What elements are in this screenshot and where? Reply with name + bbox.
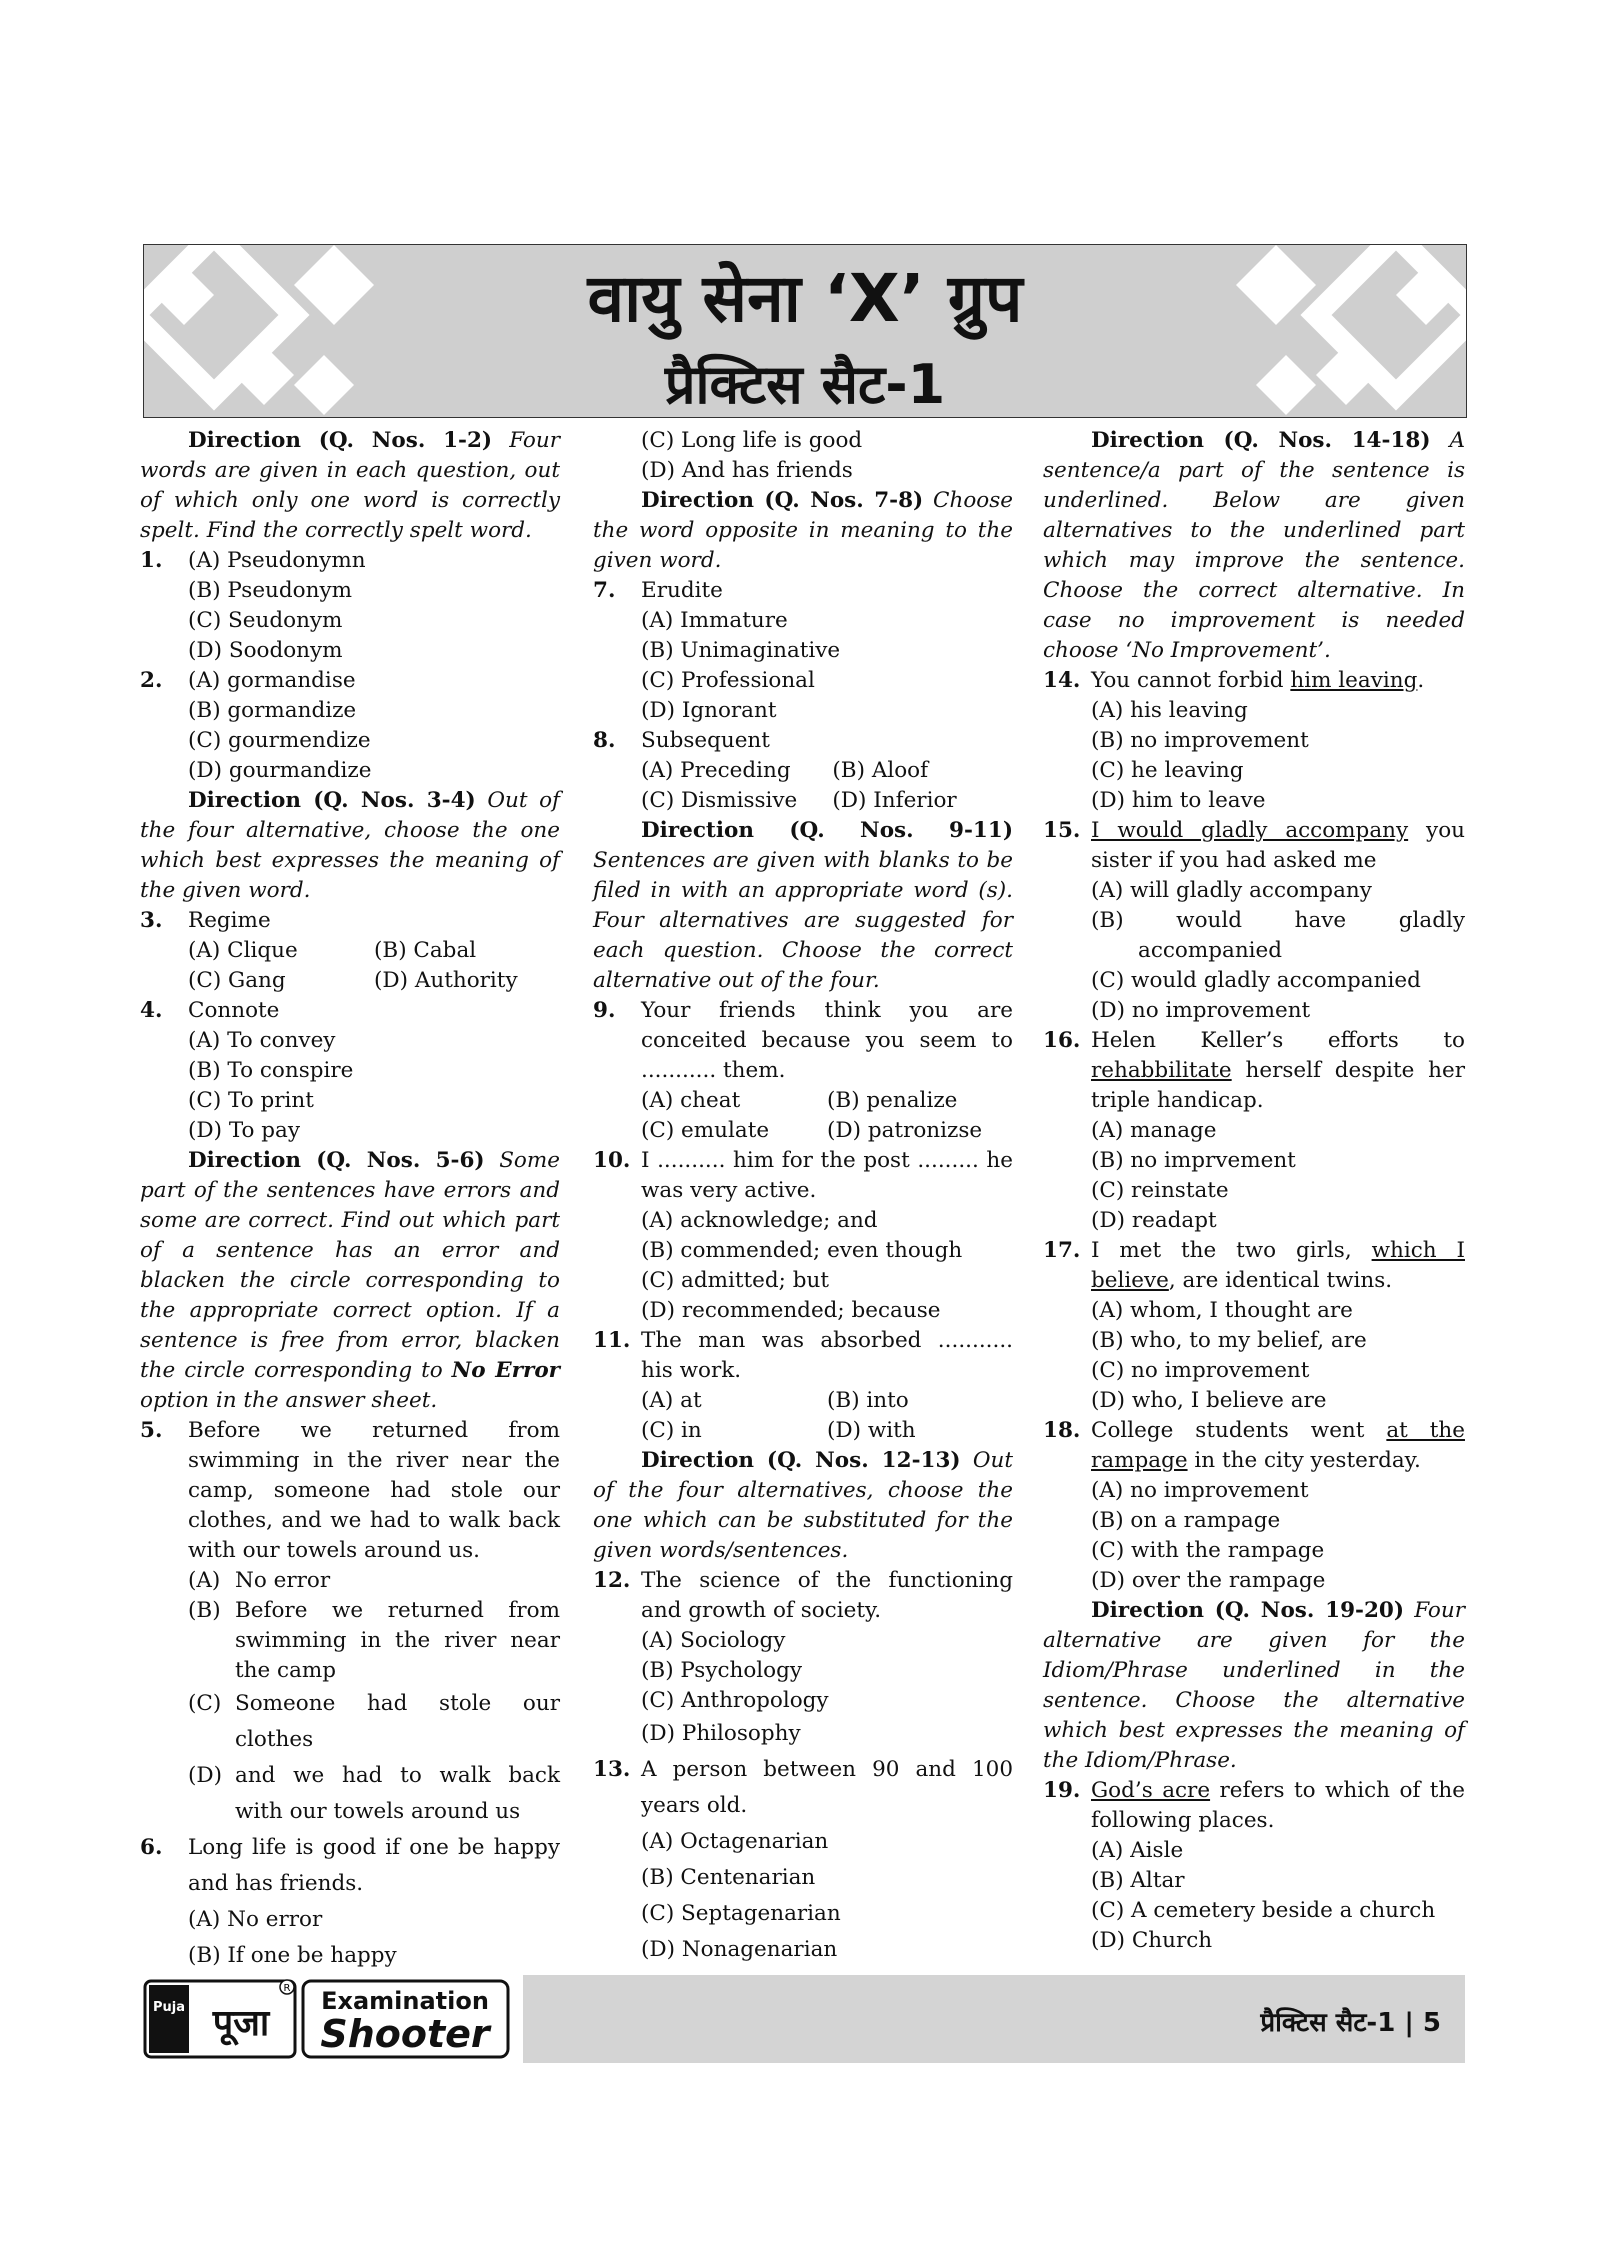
option: (B) Pseudonym <box>188 578 352 603</box>
option: (C) would gladly accompanied <box>1091 968 1421 993</box>
question-number: 15. <box>1043 818 1081 843</box>
question-text: You cannot forbid <box>1091 668 1284 693</box>
direction-bold-term: No Error <box>451 1358 560 1383</box>
option: (C) gourmendize <box>188 728 371 753</box>
option: (A) No error <box>188 1907 323 1932</box>
question-text: Long life is good if one be happy and has friends. <box>188 1835 560 1896</box>
direction-heading: Direction (Q. Nos. 14-18) <box>1091 428 1431 453</box>
question-8 <box>593 726 1013 756</box>
options-row <box>593 1416 1013 1446</box>
option: (D) Inferior <box>832 788 957 813</box>
option: (A) manage <box>1091 1118 1217 1143</box>
page-title: वायु सेना ‘X’ ग्रुप <box>587 260 1023 337</box>
page-header-banner <box>143 244 1467 418</box>
option: (D) who, I believe are <box>1091 1388 1327 1413</box>
underlined-phrase: him leaving <box>1290 668 1418 693</box>
question-text: Connote <box>188 998 280 1023</box>
option: (B) who, to my belief, are <box>1091 1328 1367 1353</box>
direction-heading: Direction (Q. Nos. 3-4) <box>188 788 476 813</box>
option: (C) no improvement <box>1091 1358 1310 1383</box>
options-row <box>593 1116 1013 1146</box>
question-18 <box>1043 1416 1465 1476</box>
question-1 <box>140 546 560 576</box>
option: (A) Sociology <box>641 1628 786 1653</box>
question-11 <box>593 1326 1013 1386</box>
option: (B) gormandize <box>188 698 357 723</box>
underlined-phrase: rehabbilitate <box>1091 1058 1232 1083</box>
direction-text: Some part of the sentences have errors and some are correct. Find out which part of a sentence has an error and blacken the circle corresponding to the appropriate correct option. If a sentence is free from error, blacken the circle corresponding to <box>140 1148 560 1383</box>
options-row <box>593 786 1013 816</box>
logo-top-text: Examination <box>321 1987 489 2015</box>
direction-heading: Direction (Q. Nos. 5-6) <box>188 1148 485 1173</box>
direction-text: Out of the four alternatives, choose the one which can be substituted for the given words/sentences. <box>593 1448 1013 1563</box>
option: (A) whom, I thought are <box>1091 1298 1353 1323</box>
option: (A) Preceding <box>641 758 791 783</box>
question-text: I .......... him for the post ......... he was very active. <box>641 1148 1013 1203</box>
options-row <box>593 1386 1013 1416</box>
option: (B) Altar <box>1091 1868 1185 1893</box>
option: (B) into <box>827 1388 909 1413</box>
direction-heading: Direction (Q. Nos. 7-8) <box>641 488 924 513</box>
option: (D) Soodonym <box>188 638 343 663</box>
option: (C) Septagenarian <box>641 1901 841 1926</box>
question-3 <box>140 906 560 936</box>
option: (B) Unimaginative <box>641 638 841 663</box>
option: (C) admitted; but <box>641 1268 829 1293</box>
question-10 <box>593 1146 1013 1206</box>
question-13 <box>593 1752 1013 1824</box>
option: (C) Gang <box>188 968 286 993</box>
question-text: The man was absorbed ........... his work. <box>641 1328 1013 1383</box>
logo-brand-text: पूजा <box>212 2003 270 2044</box>
question-text: A person between 90 and 100 years old. <box>641 1757 1013 1818</box>
direction-1-2 <box>140 426 560 546</box>
question-6 <box>140 1830 560 1902</box>
option: (B) If one be happy <box>188 1943 397 1968</box>
option: (D) gourmandize <box>188 758 372 783</box>
question-number: 12. <box>593 1568 631 1593</box>
option: (B) To conspire <box>188 1058 354 1083</box>
option: (B) commended; even though <box>641 1238 963 1263</box>
option: (B) Cabal <box>374 938 477 963</box>
option: (D) To pay <box>188 1118 301 1143</box>
question-text: herself despite her triple handicap. <box>1091 1058 1465 1113</box>
question-text: refers to which of the following places. <box>1091 1778 1465 1833</box>
question-number: 2. <box>140 668 163 693</box>
question-16 <box>1043 1026 1465 1116</box>
question-number: 9. <box>593 998 616 1023</box>
underlined-phrase: which I believe <box>1091 1238 1465 1293</box>
option: (C) he leaving <box>1091 758 1244 783</box>
question-text: I met the two girls, <box>1091 1238 1352 1263</box>
option <box>140 1596 560 1686</box>
publisher-logo <box>143 1975 513 2063</box>
option: (A) will gladly accompany <box>1091 878 1372 903</box>
direction-heading: Direction (Q. Nos. 9-11) <box>641 818 1013 843</box>
question-text: Erudite <box>641 578 723 603</box>
option: (C) with the rampage <box>1091 1538 1325 1563</box>
question-text: in the city yesterday. <box>1194 1448 1421 1473</box>
option: (C) Dismissive <box>641 788 798 813</box>
direction-text: Choose the word opposite in meaning to the given word. <box>593 488 1013 573</box>
question-text: The science of the functioning and growth of society. <box>641 1568 1013 1623</box>
option: (A) Clique <box>188 938 298 963</box>
option: (D) no improvement <box>1091 998 1311 1023</box>
direction-text: A sentence/a part of the sentence is underlined. Below are given alternatives to the underlined part which may improve the sentence. Choose the correct alternative. In case no improvement is needed choose ‘No Improvement’. <box>1043 428 1465 663</box>
question-17 <box>1043 1236 1465 1296</box>
option: (B) penalize <box>827 1088 958 1113</box>
underlined-phrase: at the rampage <box>1091 1418 1465 1473</box>
options-row <box>140 966 560 996</box>
option: (C) Anthropology <box>641 1688 829 1713</box>
option-letter: (C) <box>188 1691 222 1716</box>
option: (A) Pseudonymn <box>188 548 366 573</box>
option: (A) his leaving <box>1091 698 1248 723</box>
option: (A) acknowledge; and <box>641 1208 878 1233</box>
direction-12-13 <box>593 1446 1013 1566</box>
question-19 <box>1043 1776 1465 1836</box>
option: (B) Aloof <box>832 758 929 783</box>
question-number: 10. <box>593 1148 631 1173</box>
question-2 <box>140 666 560 696</box>
option: (A) To convey <box>188 1028 336 1053</box>
question-number: 14. <box>1043 668 1081 693</box>
option: (C) Long life is good <box>641 428 863 453</box>
footer-bar <box>523 1975 1465 2063</box>
question-number: 13. <box>593 1757 631 1782</box>
option: (D) Church <box>1091 1928 1213 1953</box>
question-text: Subsequent <box>641 728 770 753</box>
option-text: Before we returned from swimming in the river near the camp <box>235 1598 560 1683</box>
option: (A) at <box>641 1388 702 1413</box>
question-number: 8. <box>593 728 616 753</box>
question-text: Your friends think you are conceited because you seem to ........... them. <box>641 998 1013 1083</box>
direction-text: option in the answer sheet. <box>140 1388 438 1413</box>
option: (A) gormandise <box>188 668 356 693</box>
option-text: No error <box>235 1568 331 1593</box>
direction-19-20 <box>1043 1596 1465 1776</box>
question-number: 16. <box>1043 1028 1081 1053</box>
options-row <box>593 756 1013 786</box>
option: (D) with <box>827 1418 916 1443</box>
question-number: 7. <box>593 578 616 603</box>
question-text: you sister if you had asked me <box>1091 818 1465 873</box>
direction-text: Out of the four alternative, choose the one which best expresses the meaning of the given word. <box>140 788 560 903</box>
direction-14-18 <box>1043 426 1465 666</box>
question-text: , are identical twins. <box>1168 1268 1393 1293</box>
option: (D) Philosophy <box>641 1721 801 1746</box>
question-number: 5. <box>140 1418 163 1443</box>
svg-text:R: R <box>283 1983 291 1994</box>
question-number: 18. <box>1043 1418 1081 1443</box>
option-letter: (D) <box>188 1763 223 1788</box>
column-2 <box>593 426 1013 1968</box>
direction-3-4 <box>140 786 560 906</box>
option: (C) in <box>641 1418 702 1443</box>
option: (D) over the rampage <box>1091 1568 1326 1593</box>
direction-text: Four words are given in each question, out of which only one word is correctly spelt. Find the correctly spelt word. <box>140 428 560 543</box>
direction-7-8 <box>593 486 1013 576</box>
option: (A) Immature <box>641 608 788 633</box>
option: (A) cheat <box>641 1088 741 1113</box>
option: (C) A cemetery beside a church <box>1091 1898 1436 1923</box>
question-15 <box>1043 816 1465 876</box>
option: (A) Aisle <box>1091 1838 1184 1863</box>
question-number: 1. <box>140 548 163 573</box>
question-5 <box>140 1416 560 1566</box>
option: (D) Ignorant <box>641 698 777 723</box>
question-number: 6. <box>140 1835 163 1860</box>
direction-text: Sentences are given with blanks to be filed in with an appropriate word (s). Four alternatives are suggested for each question. Choose the correct alternative out of the four. <box>593 848 1013 993</box>
option: (D) patronizse <box>827 1118 983 1143</box>
option: (D) And has friends <box>641 458 853 483</box>
examination-shooter-logo-icon <box>143 1975 513 2063</box>
column-1 <box>140 426 560 1974</box>
option: (C) Professional <box>641 668 815 693</box>
option-letter: (B) <box>188 1598 221 1623</box>
direction-text: Four alternative are given for the Idiom/Phrase underlined in the sentence. Choose the alternative which best expresses the meaning of the Idiom/Phrase. <box>1043 1598 1465 1773</box>
column-3 <box>1043 426 1465 1956</box>
option: (D) Authority <box>374 968 518 993</box>
direction-heading: Direction (Q. Nos. 1-2) <box>188 428 493 453</box>
question-text: Before we returned from swimming in the river near the camp, someone had stole our clothes, and we had to walk back with our towels around us. <box>188 1418 560 1563</box>
option-text: Someone had stole our clothes <box>235 1691 560 1752</box>
question-text: Regime <box>188 908 271 933</box>
option: (B) no imprvement <box>1091 1148 1296 1173</box>
underlined-phrase: God’s acre <box>1091 1778 1211 1803</box>
question-text: Helen Keller’s efforts to <box>1091 1028 1465 1053</box>
question-7 <box>593 576 1013 606</box>
question-12 <box>593 1566 1013 1626</box>
option <box>140 1686 560 1758</box>
question-number: 3. <box>140 908 163 933</box>
question-number: 19. <box>1043 1778 1081 1803</box>
option: (D) him to leave <box>1091 788 1266 813</box>
option: (B) would have gladly accompanied <box>1091 908 1465 963</box>
question-text: College students went <box>1091 1418 1365 1443</box>
question-number: 17. <box>1043 1238 1081 1263</box>
option <box>140 1566 560 1596</box>
direction-heading: Direction (Q. Nos. 12-13) <box>641 1448 961 1473</box>
question-text: . <box>1417 668 1425 693</box>
option: (C) To print <box>188 1088 314 1113</box>
option: (D) recommended; because <box>641 1298 941 1323</box>
page-number-label: प्रैक्टिस सैट-1 | 5 <box>1260 2008 1441 2038</box>
question-number: 11. <box>593 1328 631 1353</box>
option: (B) Centenarian <box>641 1865 816 1890</box>
direction-9-11 <box>593 816 1013 996</box>
question-4 <box>140 996 560 1026</box>
option: (A) Octagenarian <box>641 1829 829 1854</box>
question-number: 4. <box>140 998 163 1023</box>
option: (B) no improvement <box>1091 728 1309 753</box>
option <box>140 1758 560 1830</box>
options-row <box>593 1086 1013 1116</box>
question-9 <box>593 996 1013 1086</box>
underlined-phrase: I would gladly accompany <box>1091 818 1409 843</box>
logo-bottom-text: Shooter <box>320 2012 490 2056</box>
logo-small-text: Puja <box>152 2000 186 2015</box>
option: (D) readapt <box>1091 1208 1217 1233</box>
option: (C) reinstate <box>1091 1178 1229 1203</box>
option-letter: (A) <box>188 1568 221 1593</box>
option: (C) emulate <box>641 1118 770 1143</box>
option: (C) Seudonym <box>188 608 343 633</box>
option: (A) no improvement <box>1091 1478 1309 1503</box>
direction-5-6 <box>140 1146 560 1416</box>
options-row <box>140 936 560 966</box>
option: (B) Psychology <box>641 1658 803 1683</box>
option-text: and we had to walk back with our towels around us <box>235 1763 560 1824</box>
direction-heading: Direction (Q. Nos. 19-20) <box>1091 1598 1405 1623</box>
option: (D) Nonagenarian <box>641 1937 838 1962</box>
option: (B) on a rampage <box>1091 1508 1281 1533</box>
page-footer <box>143 1975 1465 2065</box>
page-subtitle: प्रैक्टिस सैट-1 <box>664 353 946 416</box>
question-14 <box>1043 666 1465 696</box>
